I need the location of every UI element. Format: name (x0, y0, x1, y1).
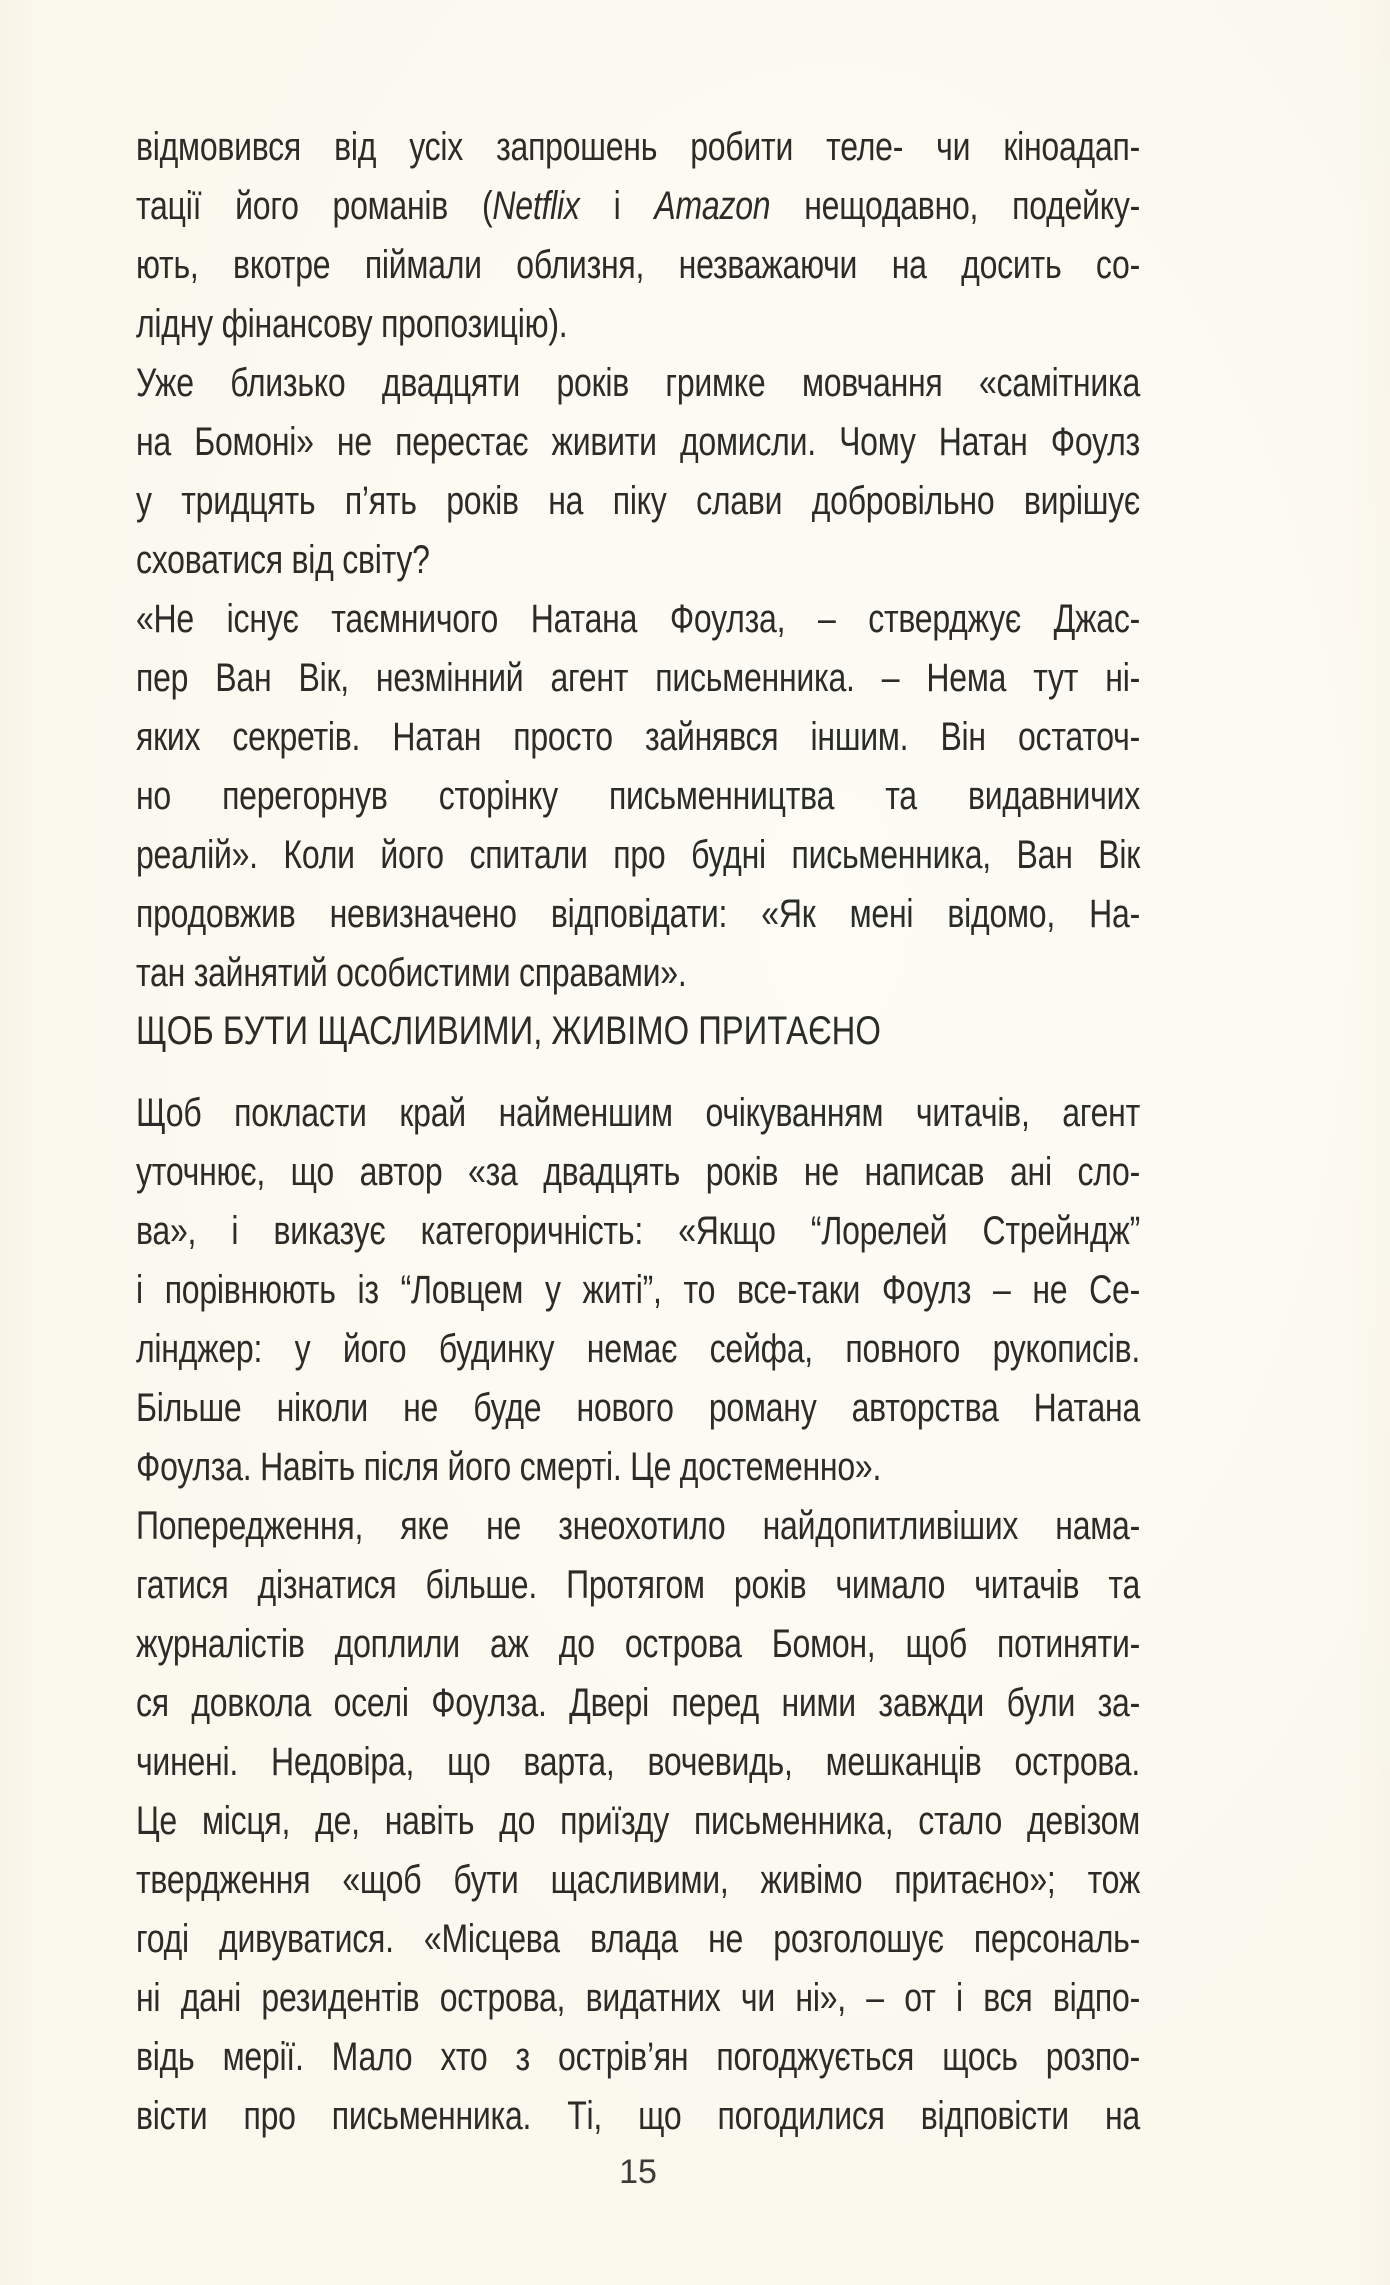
line-text: журналістів доплили аж до острова Бомон, щоб потиняти- (136, 1622, 1140, 1666)
text-line (136, 1261, 1140, 1320)
text-line (136, 1615, 1140, 1674)
text-block-intro (136, 118, 1140, 1003)
line-text: ні дані резидентів острова, видатних чи ні», – от і вся відпо- (136, 1976, 1140, 2020)
text-line (136, 1379, 1140, 1438)
text-line (136, 1497, 1140, 1556)
text-line (136, 413, 1140, 472)
line-text: Більше ніколи не буде нового роману авторства Натана (136, 1386, 1140, 1430)
line-text: у тридцять п’ять років на піку слави добровільно вирішує (136, 479, 1140, 523)
text-line (136, 767, 1140, 826)
line-text-segment: тації його романів ( (136, 184, 493, 228)
text-line (136, 531, 1140, 590)
page-number (0, 2148, 1276, 2196)
text-line (136, 1851, 1140, 1910)
text-line (136, 649, 1140, 708)
line-text: Попередження, яке не знеохотило найдопитливіших нама- (136, 1504, 1140, 1548)
text-line (136, 1733, 1140, 1792)
italic-netflix: Netflix (492, 184, 580, 228)
line-text: уточнює, що автор «за двадцять років не написав ані сло- (136, 1150, 1140, 1194)
text-line (136, 354, 1140, 413)
text-line (136, 826, 1140, 885)
line-text: чинені. Недовіра, що варта, вочевидь, мешканців острова. (136, 1740, 1140, 1784)
line-text: Це місця, де, навіть до приїзду письменника, стало девізом (136, 1799, 1140, 1843)
line-text: і порівнюють із “Ловцем у житі”, то все-таки Фоулз – не Се- (136, 1268, 1140, 1312)
line-text: Фоулза. Навіть після його смерті. Це достеменно». (136, 1445, 882, 1489)
line-text: відь мерії. Мало хто з острів’ян погоджується щось розпо- (136, 2035, 1140, 2079)
text-line (136, 1969, 1140, 2028)
line-text: реалій». Коли його спитали про будні письменника, Ван Вік (136, 833, 1140, 877)
text-line (136, 885, 1140, 944)
text-line (136, 708, 1140, 767)
text-line (136, 944, 1140, 1003)
line-text: лінджер: у його будинку немає сейфа, повного рукописів. (136, 1327, 1140, 1371)
italic-amazon: Amazon (654, 184, 771, 228)
page-number-text: 15 (619, 2153, 657, 2191)
text-line (136, 1792, 1140, 1851)
line-text: твердження «щоб бути щасливими, живімо притаєно»; тож (136, 1858, 1140, 1902)
line-text: годі дивуватися. «Місцева влада не розголошує персональ- (136, 1917, 1140, 1961)
line-text: на Бомоні» не перестає живити домисли. Чому Натан Фоулз (136, 420, 1140, 464)
line-text: лідну фінансову пропозицію). (136, 302, 568, 346)
text-line (136, 1910, 1140, 1969)
text-line (136, 1143, 1140, 1202)
line-text: пер Ван Вік, незмінний агент письменника. – Нема тут ні- (136, 656, 1140, 700)
text-line (136, 2087, 1140, 2146)
text-line (136, 1674, 1140, 1733)
section-heading (136, 1002, 1044, 1061)
section-heading-text: ЩОБ БУТИ ЩАСЛИВИМИ, ЖИВІМО ПРИТАЄНО (136, 1009, 881, 1053)
text-line (136, 2028, 1140, 2087)
text-line (136, 177, 1140, 236)
line-text: Уже близько двадцяти років гримке мовчання «самітника (136, 361, 1140, 405)
line-text: ва», і виказує категоричність: «Якщо “Лорелей Стрейндж” (136, 1209, 1140, 1253)
text-line (136, 590, 1140, 649)
text-line (136, 1438, 1140, 1497)
line-text: продовжив невизначено відповідати: «Як мені відомо, На- (136, 892, 1140, 936)
line-text: яких секретів. Натан просто зайнявся іншим. Він остаточ- (136, 715, 1140, 759)
text-line (136, 1320, 1140, 1379)
line-text (136, 177, 1140, 236)
line-text: тан зайнятий особистими справами». (136, 951, 687, 995)
text-line (136, 295, 1140, 354)
text-line (136, 236, 1140, 295)
text-line (136, 1202, 1140, 1261)
text-line (136, 118, 1140, 177)
line-text: ють, вкотре піймали облизня, незважаючи на досить со- (136, 243, 1140, 287)
text-line (136, 1084, 1140, 1143)
text-line (136, 472, 1140, 531)
line-text: сховатися від світу? (136, 538, 430, 582)
line-text: гатися дізнатися більше. Протягом років чимало читачів та (136, 1563, 1140, 1607)
line-text-segment: нещодавно, подейку- (770, 184, 1141, 228)
line-text: но перегорнув сторінку письменництва та видавничих (136, 774, 1140, 818)
line-text: вісти про письменника. Ті, що погодилися відповісти на (136, 2094, 1140, 2138)
line-text: Щоб покласти край найменшим очікуванням читачів, агент (136, 1091, 1140, 1135)
text-line (136, 1556, 1140, 1615)
line-text: ся довкола оселі Фоулза. Двері перед ними завжди були за- (136, 1681, 1140, 1725)
text-block-section (136, 1084, 1140, 2146)
line-text-segment: і (579, 184, 655, 228)
line-text: відмовився від усіх запрошень робити теле- чи кіноадап- (136, 125, 1140, 169)
line-text: «Не існує таємничого Натана Фоулза, – стверджує Джас- (136, 597, 1140, 641)
